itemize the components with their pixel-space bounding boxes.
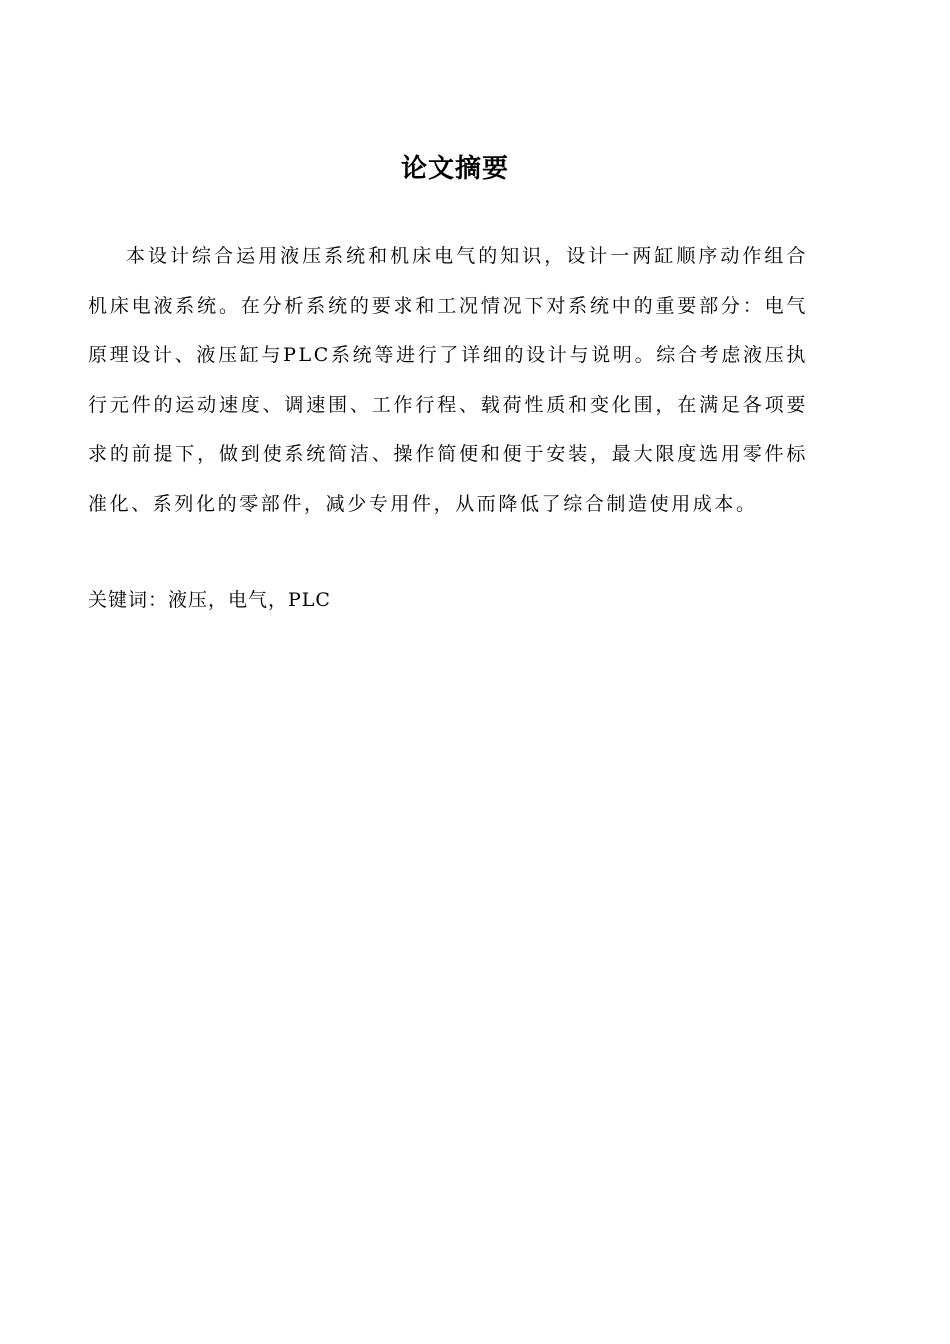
keywords-line: 关键词：液压，电气，PLC [88,589,331,611]
page-title: 论文摘要 [400,154,509,185]
abstract-paragraph: 本设计综合运用液压系统和机床电气的知识，设计一两缸顺序动作组合机床电液系统。在分析系统的要求和工况情况下对系统中的重要部分：电气原理设计、液压缸与PLC系统等进行了详细的设计与说明。综合考虑液压执行元件的运动速度、调速围、工作行程、载荷性质和变化围，在满足各项要求的前提下，做到使系统简洁、操作简便和便于安装，最大限度选用零件标准化、系列化的零部件，减少专用件，从而降低了综合制造使用成本。 [88,245,808,515]
